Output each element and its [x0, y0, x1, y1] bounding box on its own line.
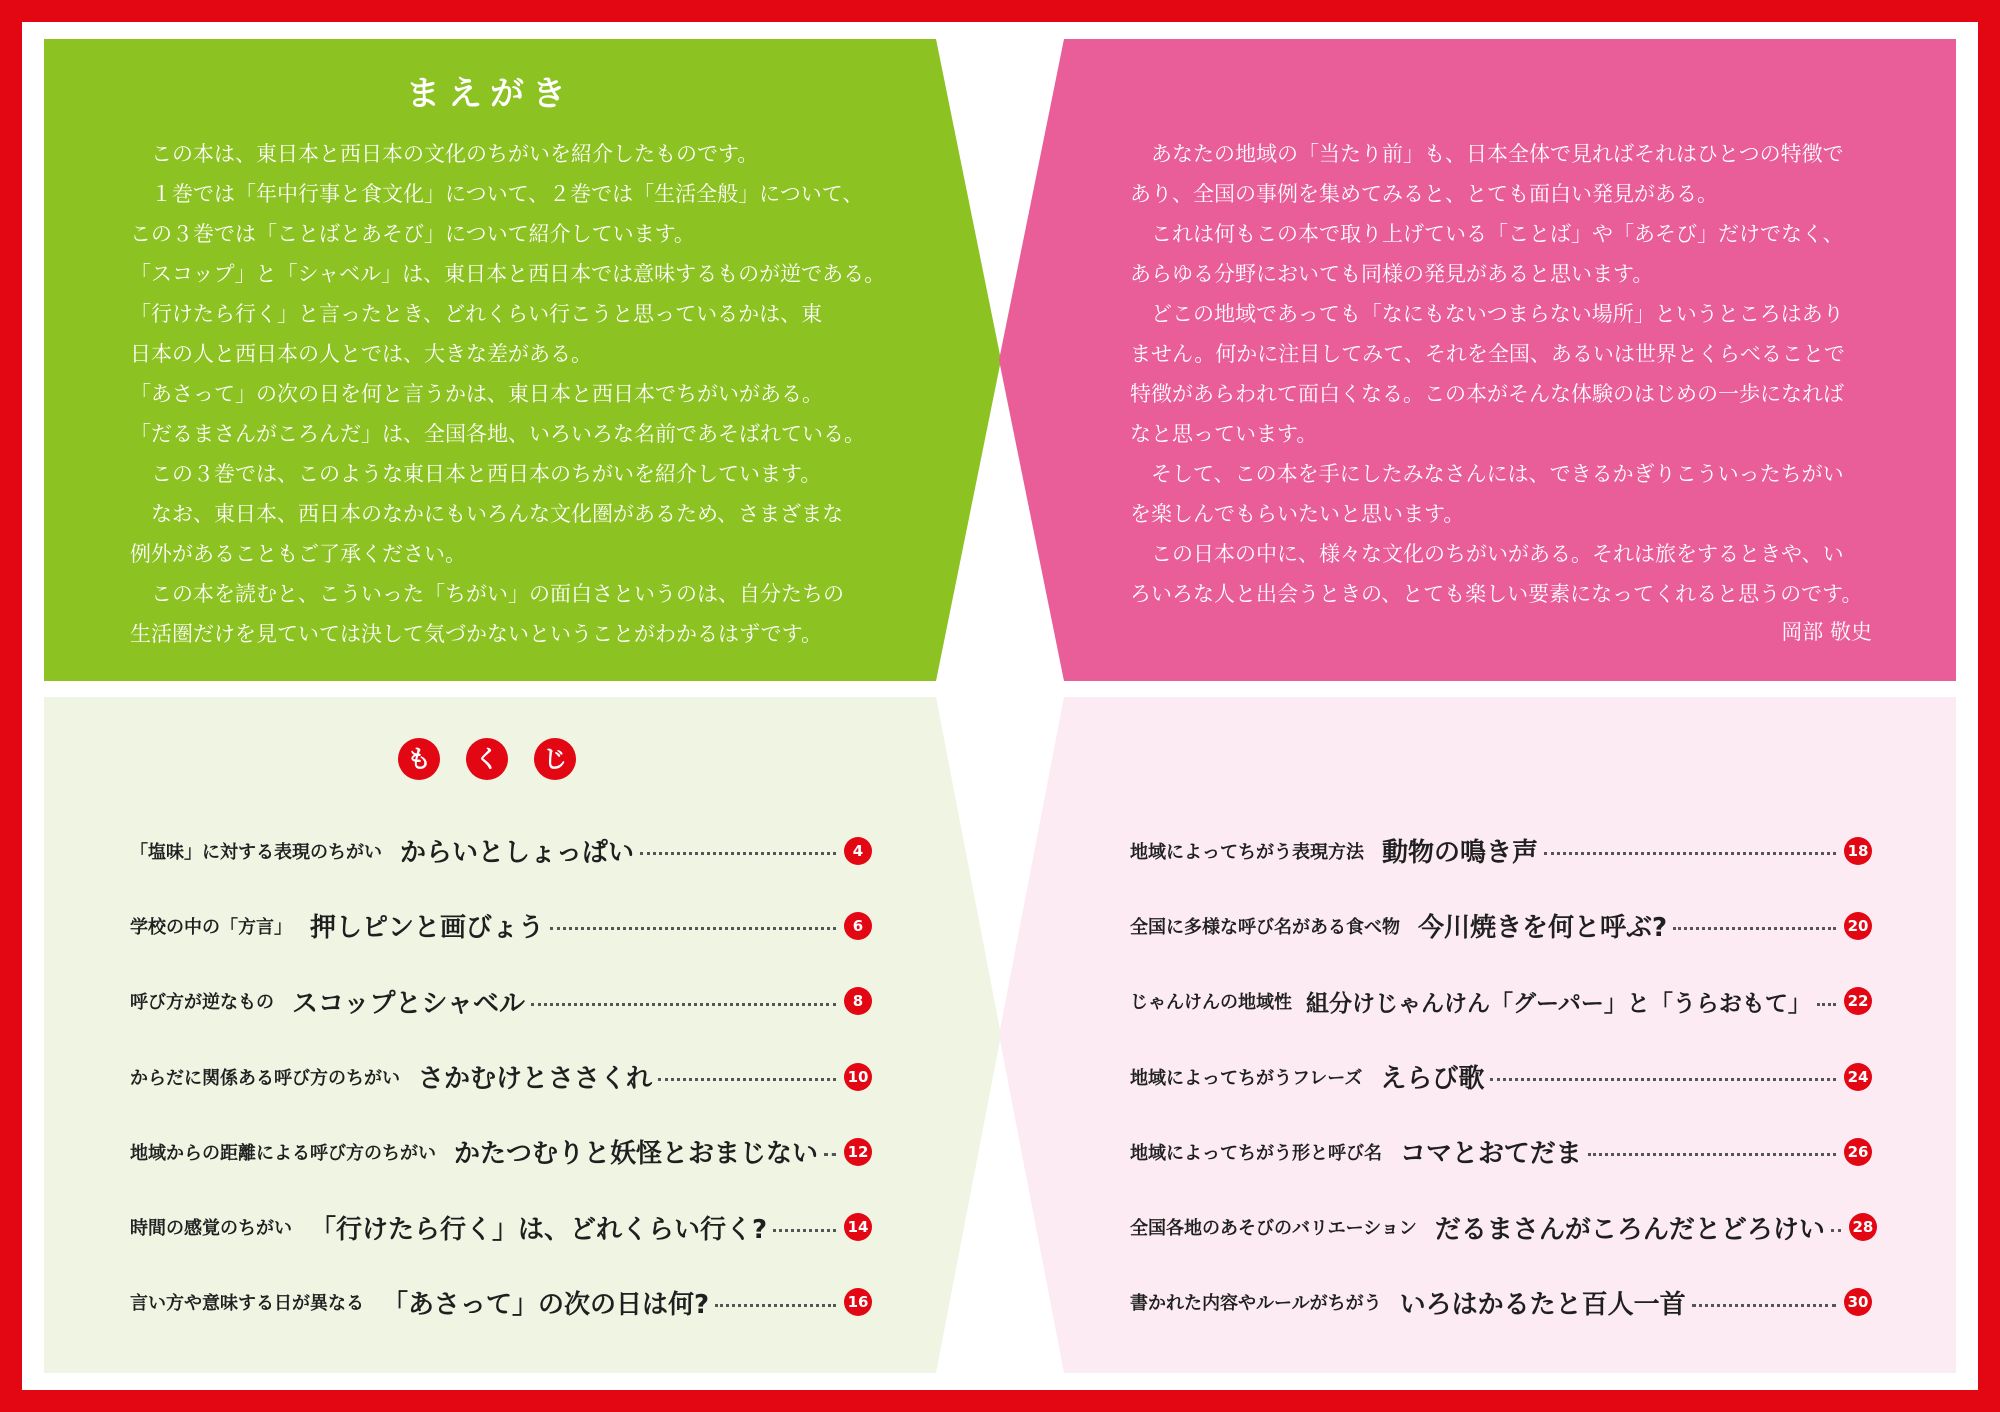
toc-page-number: 26 [1844, 1138, 1872, 1166]
preface-right-text [1130, 134, 1872, 614]
preface-line: この３巻では「ことばとあそび」について紹介しています。 [130, 222, 695, 246]
toc-entry-subtitle: 全国に多様な呼び名がある食べ物 [1130, 916, 1400, 938]
toc-entry-subtitle: 地域によってちがう形と呼び名 [1130, 1142, 1382, 1164]
preface-line: なお、東日本、西日本のなかにもいろんな文化圏があるため、さまざまな [130, 502, 844, 526]
toc-entry[interactable] [1130, 813, 1872, 888]
toc-title [398, 738, 588, 782]
toc-entry-title: スコップとシャベル [292, 988, 525, 1019]
toc-title-char: く [466, 738, 508, 780]
preface-line: あらゆる分野においても同様の発見があると思います。 [1130, 262, 1654, 286]
toc-entry-subtitle: 地域からの距離による呼び方のちがい [130, 1142, 436, 1164]
preface-line: あり、全国の事例を集めてみると、とても面白い発見がある。 [1130, 182, 1718, 206]
toc-entry-title: コマとおてだま [1400, 1139, 1582, 1170]
toc-entry-subtitle: じゃんけんの地域性 [1130, 992, 1292, 1014]
preface-line: 「だるまさんがころんだ」は、全国各地、いろいろな名前であそばれている。 [130, 422, 865, 446]
toc-title-char: じ [534, 738, 576, 780]
toc-page-number: 10 [844, 1063, 872, 1091]
preface-line: 「スコップ」と「シャベル」は、東日本と西日本では意味するものが逆である。 [130, 262, 886, 286]
preface-line: そして、この本を手にしたみなさんには、できるかぎりこういったちがい [1130, 462, 1844, 486]
preface-line: ろいろな人と出会うときの、とても楽しい要素になってくれると思うのです。 [1130, 582, 1863, 606]
toc-entry-title: 「行けたら行く」は、どれくらい行く? [310, 1214, 768, 1245]
toc-entry-subtitle: 「塩味」に対する表現のちがい [130, 841, 382, 863]
toc-leader-dots [1490, 1078, 1836, 1081]
toc-page-number: 4 [844, 837, 872, 865]
toc-entry-title: 動物の鳴き声 [1382, 838, 1539, 869]
preface-title: まえがき [406, 74, 574, 114]
preface-line: 日本の人と西日本の人とでは、大きな差がある。 [130, 342, 592, 366]
preface-line: この３巻では、このような東日本と西日本のちがいを紹介しています。 [130, 462, 822, 486]
author-name: 岡部 敬史 [1781, 620, 1872, 644]
preface-line: 「行けたら行く」と言ったとき、どれくらい行こうと思っているかは、東 [130, 302, 823, 326]
toc-leader-dots [658, 1078, 836, 1081]
toc-entry[interactable] [1130, 1189, 1872, 1264]
toc-entry-title: 「あさって」の次の日は何? [382, 1289, 710, 1320]
toc-page-number: 22 [1844, 987, 1872, 1015]
toc-entry-title: えらび歌 [1380, 1064, 1485, 1095]
toc-entry-subtitle: 学校の中の「方言」 [130, 916, 292, 938]
toc-entry-title: 今川焼きを何と呼ぶ? [1418, 913, 1668, 944]
preface-line: 例外があることもご了承ください。 [130, 542, 466, 566]
toc-page-number: 14 [844, 1213, 872, 1241]
toc-right-list [1130, 813, 1872, 1340]
preface-line: どこの地域であっても「なにもないつまらない場所」というところはあり [1130, 302, 1844, 326]
toc-page-number: 28 [1849, 1213, 1877, 1241]
toc-page-number: 18 [1844, 837, 1872, 865]
toc-page-number: 20 [1844, 912, 1872, 940]
toc-entry-title: さかむけとささくれ [418, 1064, 653, 1095]
toc-entry[interactable] [1130, 888, 1872, 963]
preface-line: を楽しんでもらいたいと思います。 [1130, 502, 1465, 526]
toc-leader-dots [773, 1229, 836, 1232]
toc-leader-dots [824, 1153, 836, 1156]
toc-page-number: 8 [844, 987, 872, 1015]
toc-leader-dots [1817, 1003, 1836, 1006]
toc-entry-subtitle: からだに関係ある呼び方のちがい [130, 1067, 400, 1089]
toc-entry-subtitle: 言い方や意味する日が異なる [130, 1293, 364, 1315]
preface-line: 特徴があらわれて面白くなる。この本がそんな体験のはじめの一歩になれば [1130, 382, 1844, 406]
toc-leader-dots [550, 927, 836, 930]
preface-line: この日本の中に、様々な文化のちがいがある。それは旅をするときや、い [1130, 542, 1844, 566]
toc-leader-dots [1544, 852, 1836, 855]
toc-entry[interactable] [1130, 1114, 1872, 1189]
toc-leader-dots [1692, 1304, 1836, 1307]
preface-line: なと思っています。 [1130, 422, 1318, 446]
preface-line: この本を読むと、こういった「ちがい」の面白さというのは、自分たちの [130, 582, 844, 606]
toc-entry[interactable] [1130, 1265, 1872, 1340]
toc-page-number: 24 [1844, 1063, 1872, 1091]
toc-page-number: 6 [844, 912, 872, 940]
preface-line: あなたの地域の「当たり前」も、日本全体で見ればそれはひとつの特徴で [1130, 142, 1844, 166]
toc-entry[interactable] [130, 1189, 872, 1264]
toc-entry-subtitle: 全国各地のあそびのバリエーション [1130, 1218, 1417, 1240]
toc-entry-title: 押しピンと画びょう [310, 913, 545, 944]
preface-line: 生活圏だけを見ていては決して気づかないということがわかるはずです。 [130, 622, 822, 646]
toc-entry-subtitle: 地域によってちがうフレーズ [1130, 1067, 1363, 1089]
toc-entry[interactable] [130, 813, 872, 888]
preface-left-text [130, 134, 890, 654]
preface-line: ません。何かに注目してみて、それを全国、あるいは世界とくらべることで [1130, 342, 1845, 366]
toc-leader-dots [1673, 927, 1836, 930]
toc-entry-subtitle: 呼び方が逆なもの [130, 992, 274, 1014]
toc-entry[interactable] [130, 1114, 872, 1189]
toc-leader-dots [640, 852, 836, 855]
toc-leader-dots [715, 1304, 836, 1307]
toc-page-number: 12 [844, 1138, 872, 1166]
toc-entry-subtitle: 時間の感覚のちがい [130, 1218, 292, 1240]
toc-entry[interactable] [130, 1039, 872, 1114]
toc-leader-dots [1588, 1153, 1836, 1156]
toc-entry-title: 組分けじゃんけん「グーパー」と「うらおもて」 [1306, 990, 1811, 1017]
preface-line: 「あさって」の次の日を何と言うかは、東日本と西日本でちがいがある。 [130, 382, 823, 406]
toc-entry[interactable] [130, 964, 872, 1039]
toc-title-char: も [398, 738, 440, 780]
toc-entry-title: いろはかるたと百人一首 [1399, 1289, 1686, 1320]
toc-left-list [130, 813, 872, 1340]
toc-entry-title: だるまさんがころんだとどろけい [1434, 1214, 1825, 1245]
toc-leader-dots [531, 1003, 836, 1006]
toc-entry-title: からいとしょっぱい [400, 838, 635, 869]
toc-entry-title: かたつむりと妖怪とおまじない [454, 1139, 819, 1170]
preface-line: この本は、東日本と西日本の文化のちがいを紹介したものです。 [130, 142, 759, 166]
preface-line: これは何もこの本で取り上げている「ことば」や「あそび」だけでなく、 [1130, 222, 1844, 246]
toc-entry[interactable] [130, 888, 872, 963]
toc-entry-subtitle: 書かれた内容やルールがちがう [1130, 1293, 1382, 1315]
toc-entry[interactable] [1130, 964, 1872, 1039]
toc-entry-subtitle: 地域によってちがう表現方法 [1130, 841, 1364, 863]
toc-entry[interactable] [130, 1265, 872, 1340]
toc-page-number: 16 [844, 1288, 872, 1316]
toc-page-number: 30 [1844, 1288, 1872, 1316]
preface-line: １巻では「年中行事と食文化」について、２巻では「生活全般」について、 [130, 182, 864, 206]
toc-entry[interactable] [1130, 1039, 1872, 1114]
toc-leader-dots [1831, 1229, 1841, 1232]
